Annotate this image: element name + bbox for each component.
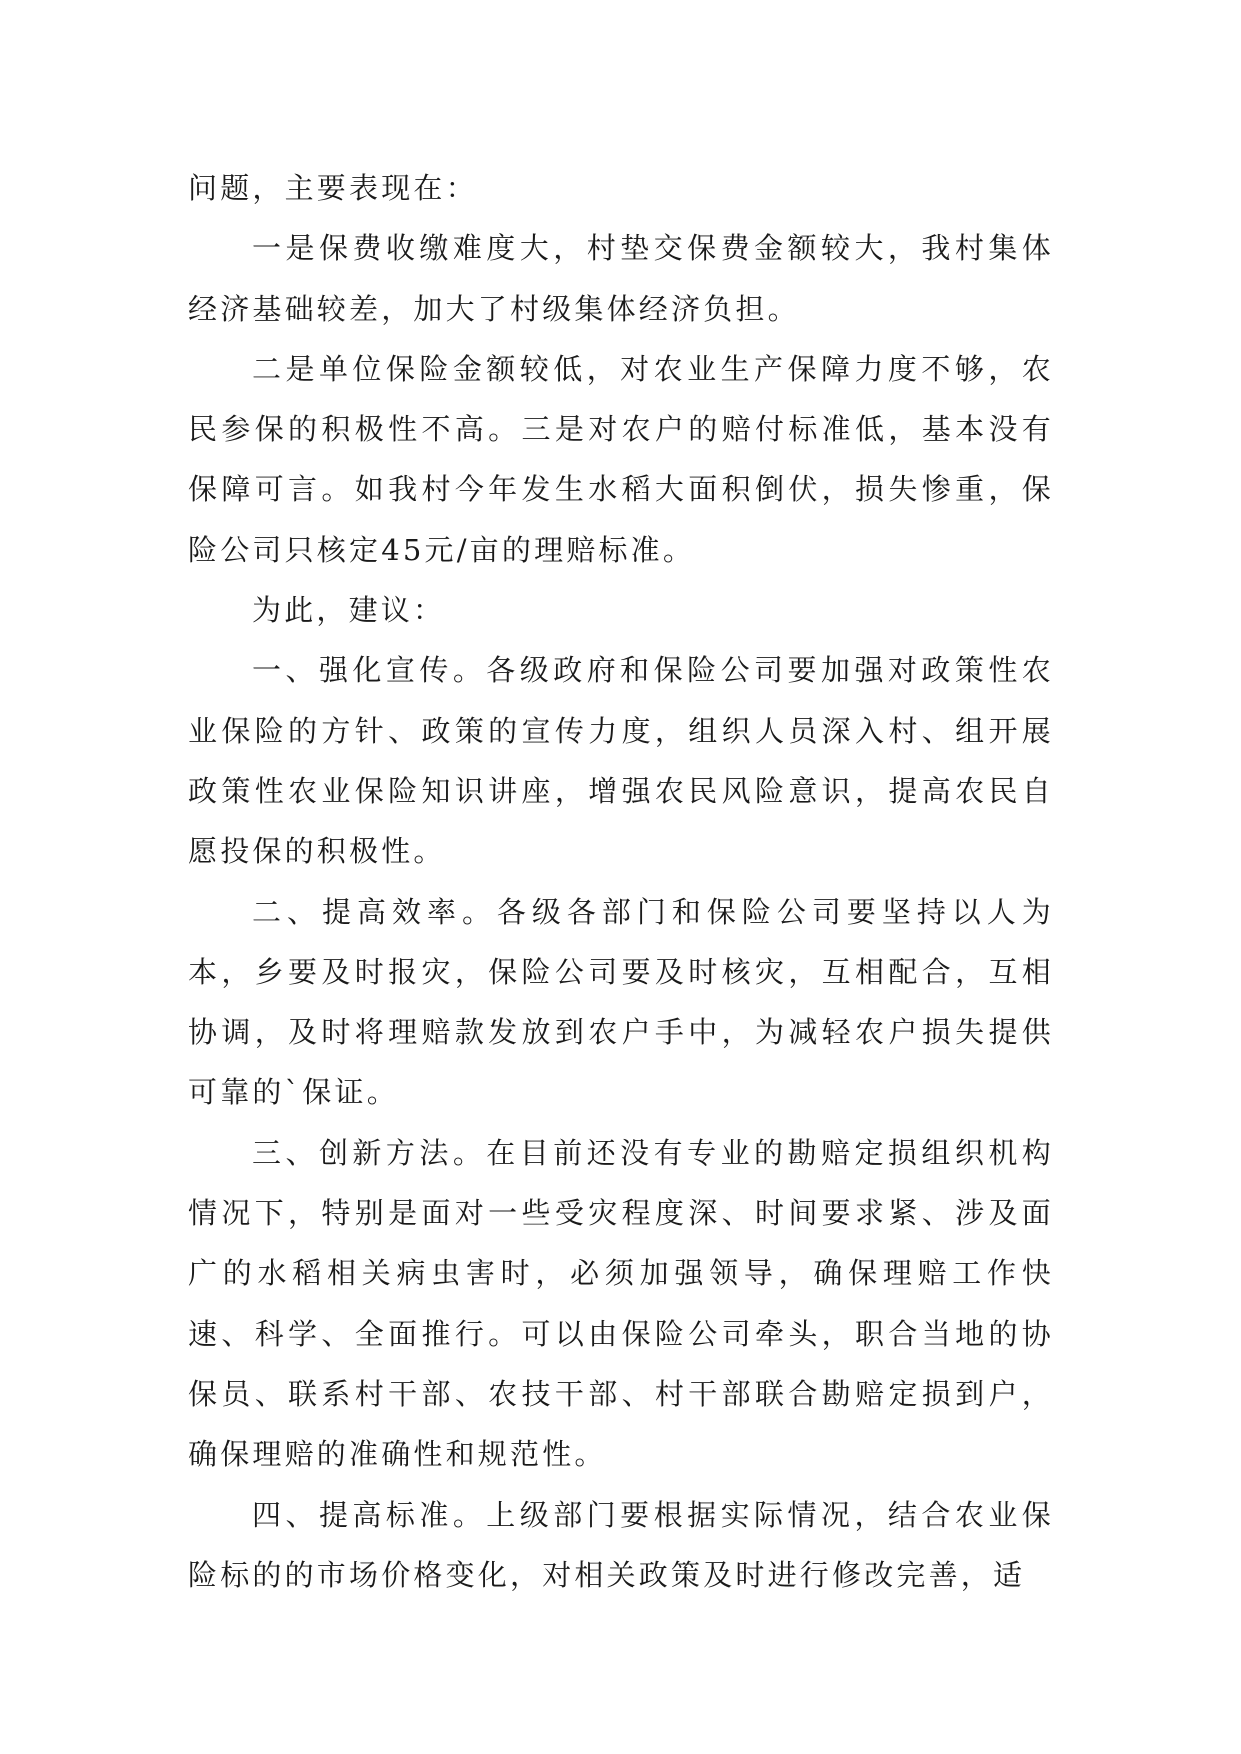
paragraph-suggestion-standard: 四、提高标准。上级部门要根据实际情况，结合农业保险标的的市场价格变化，对相关政策及时进行修改完善，适 xyxy=(188,1497,1054,1592)
document-body xyxy=(188,158,1054,1605)
paragraph-suggestion-method: 三、创新方法。在目前还没有专业的勘赔定损组织机构情况下，特别是面对一些受灾程度深、时间要求紧、涉及面广的水稻相关病虫害时，必须加强领导，确保理赔工作快速、科学、全面推行。可以由保险公司牵头，职合当地的协保员、联系村干部、农技干部、村干部联合勘赔定损到户，确保理赔的准确性和规范性。 xyxy=(188,1135,1054,1472)
paragraph-suggestion-efficiency: 二、提高效率。各级各部门和保险公司要坚持以人为本，乡要及时报灾，保险公司要及时核灾，互相配合，互相协调，及时将理赔款发放到农户手中，为减轻农户损失提供可靠的`保证。 xyxy=(188,894,1054,1110)
paragraph-suggestions-intro: 为此，建议： xyxy=(252,593,446,628)
paragraph-continuation: 问题，主要表现在： xyxy=(188,171,478,205)
paragraph-problem-one: 一是保费收缴难度大，村垫交保费金额较大，我村集体经济基础较差，加大了村级集体经济负担。 xyxy=(188,231,1054,326)
paragraph-suggestion-publicity: 一、强化宣传。各级政府和保险公司要加强对政策性农业保险的方针、政策的宣传力度，组织人员深入村、组开展政策性农业保险知识讲座，增强农民风险意识，提高农民自愿投保的积极性。 xyxy=(188,653,1054,869)
paragraph-problem-two-three: 二是单位保险金额较低，对农业生产保障力度不够，农民参保的积极性不高。三是对农户的赔付标准低，基本没有保障可言。如我村今年发生水稻大面积倒伏，损失惨重，保险公司只核定45元/亩的理赔标准。 xyxy=(188,351,1054,567)
